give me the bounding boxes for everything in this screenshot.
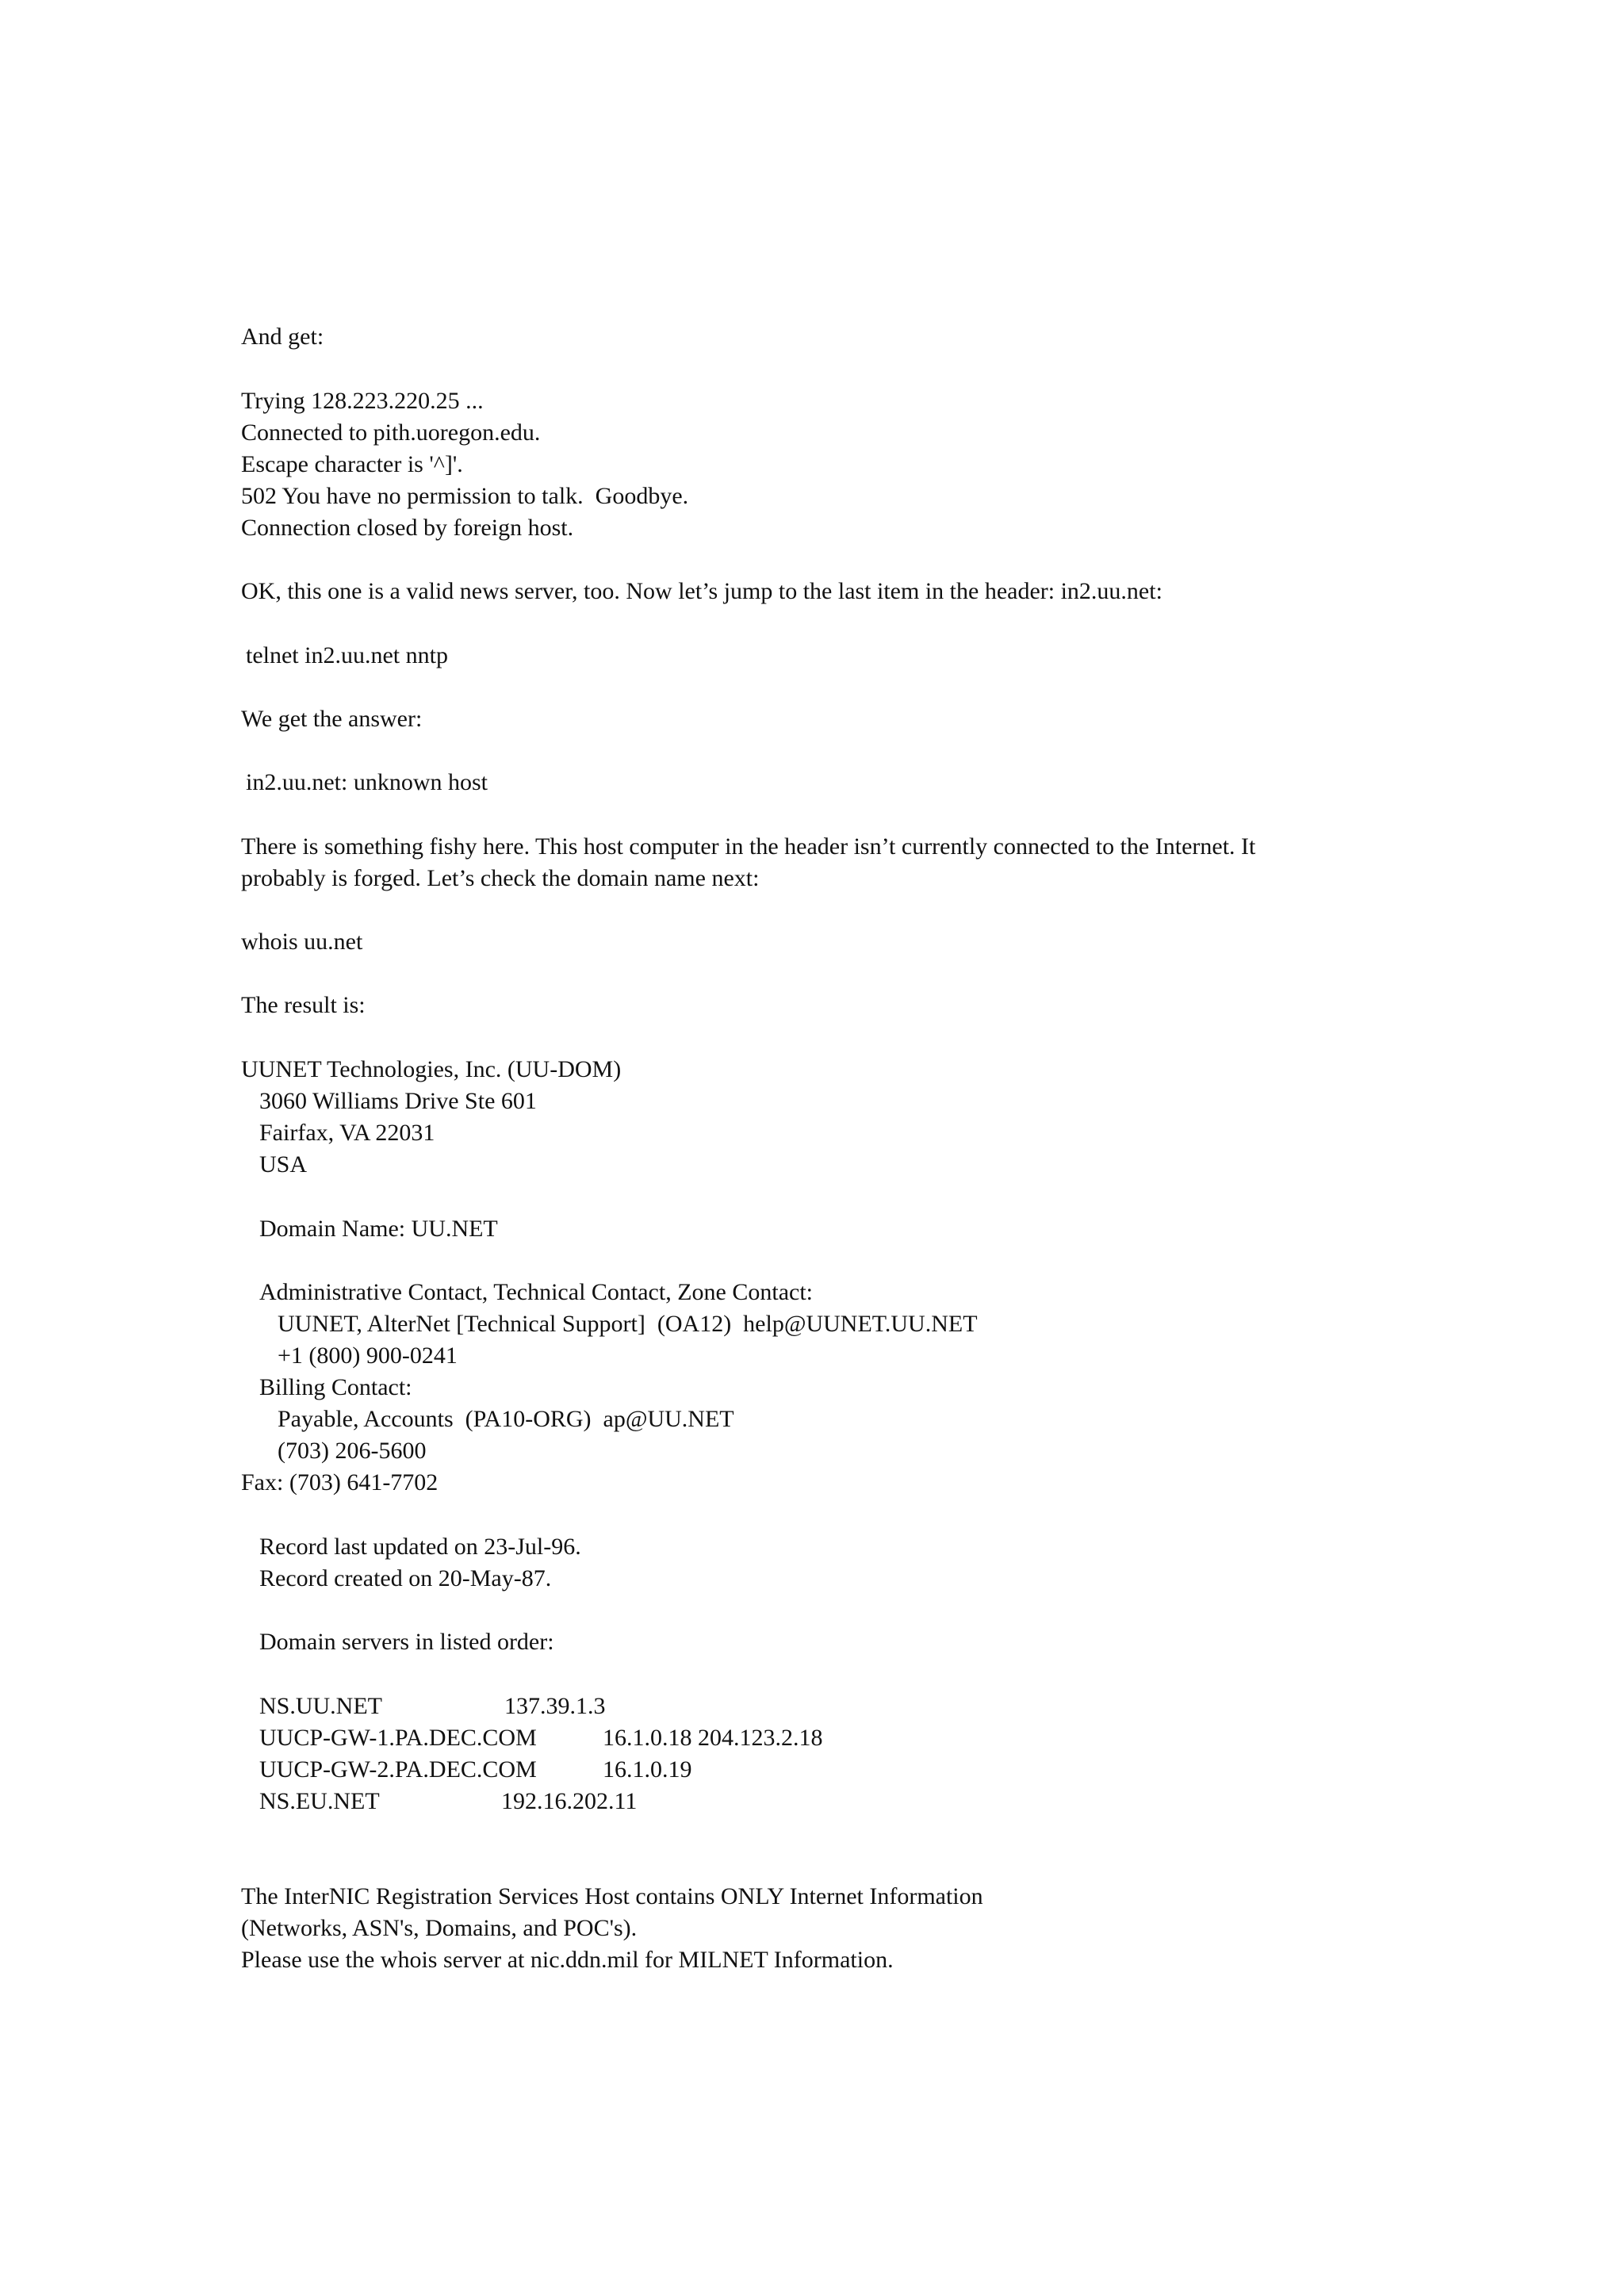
answer-intro: We get the answer:: [241, 706, 423, 732]
telnet-output-line: Escape character is '^]'.: [241, 451, 463, 477]
server-address: 16.1.0.18 204.123.2.18: [603, 1725, 823, 1751]
whois-address-line: USA: [259, 1151, 308, 1178]
server-address: 192.16.202.11: [501, 1788, 638, 1814]
intro-line: And get:: [241, 324, 324, 350]
paragraph-valid-server: OK, this one is a valid news server, too. Now let’s jump to the last item in the header: in2.uu.net:: [241, 578, 1162, 604]
whois-address-line: Fairfax, VA 22031: [259, 1120, 435, 1146]
whois-org: UUNET Technologies, Inc. (UU-DOM): [241, 1056, 622, 1082]
whois-billing-phone: (703) 206-5600: [278, 1438, 427, 1464]
whois-address-line: 3060 Williams Drive Ste 601: [259, 1088, 537, 1114]
server-name: UUCP-GW-2.PA.DEC.COM: [259, 1756, 537, 1783]
whois-tech-phone: +1 (800) 900-0241: [278, 1342, 458, 1369]
whois-domain-name: Domain Name: UU.NET: [259, 1216, 498, 1242]
whois-servers-heading: Domain servers in listed order:: [259, 1629, 554, 1655]
whois-billing-contact: Payable, Accounts (PA10-ORG) ap@UU.NET: [278, 1406, 734, 1432]
whois-contacts-heading: Administrative Contact, Technical Contact, Zone Contact:: [259, 1279, 813, 1305]
internic-notice-line: Please use the whois server at nic.ddn.mil for MILNET Information.: [241, 1947, 894, 1973]
server-name: NS.UU.NET: [259, 1693, 382, 1719]
whois-tech-contact: UUNET, AlterNet [Technical Support] (OA12) help@UUNET.UU.NET: [278, 1311, 978, 1337]
telnet-output-line: Connected to pith.uoregon.edu.: [241, 419, 541, 446]
whois-record-updated: Record last updated on 23-Jul-96.: [259, 1534, 581, 1560]
internic-notice-line: (Networks, ASN's, Domains, and POC's).: [241, 1915, 638, 1941]
internic-notice-line: The InterNIC Registration Services Host contains ONLY Internet Information: [241, 1883, 983, 1909]
telnet-output-line: Trying 128.223.220.25 ...: [241, 388, 484, 414]
server-name: NS.EU.NET: [259, 1788, 380, 1814]
whois-record-created: Record created on 20-May-87.: [259, 1565, 552, 1591]
paragraph-fishy: There is something fishy here. This host computer in the header isn’t currently connected to the Internet. It: [241, 833, 1256, 860]
server-address: 137.39.1.3: [504, 1693, 606, 1719]
result-intro: The result is:: [241, 992, 366, 1018]
command-telnet: telnet in2.uu.net nntp: [246, 642, 448, 668]
unknown-host-output: in2.uu.net: unknown host: [246, 769, 488, 795]
command-whois: whois uu.net: [241, 929, 363, 955]
whois-fax: Fax: (703) 641-7702: [241, 1469, 439, 1496]
paragraph-fishy: probably is forged. Let’s check the domain name next:: [241, 865, 760, 891]
telnet-output-line: Connection closed by foreign host.: [241, 515, 574, 541]
server-name: UUCP-GW-1.PA.DEC.COM: [259, 1725, 537, 1751]
telnet-output-line: 502 You have no permission to talk. Goodbye.: [241, 483, 689, 509]
whois-billing-heading: Billing Contact:: [259, 1374, 412, 1400]
server-address: 16.1.0.19: [603, 1756, 692, 1783]
